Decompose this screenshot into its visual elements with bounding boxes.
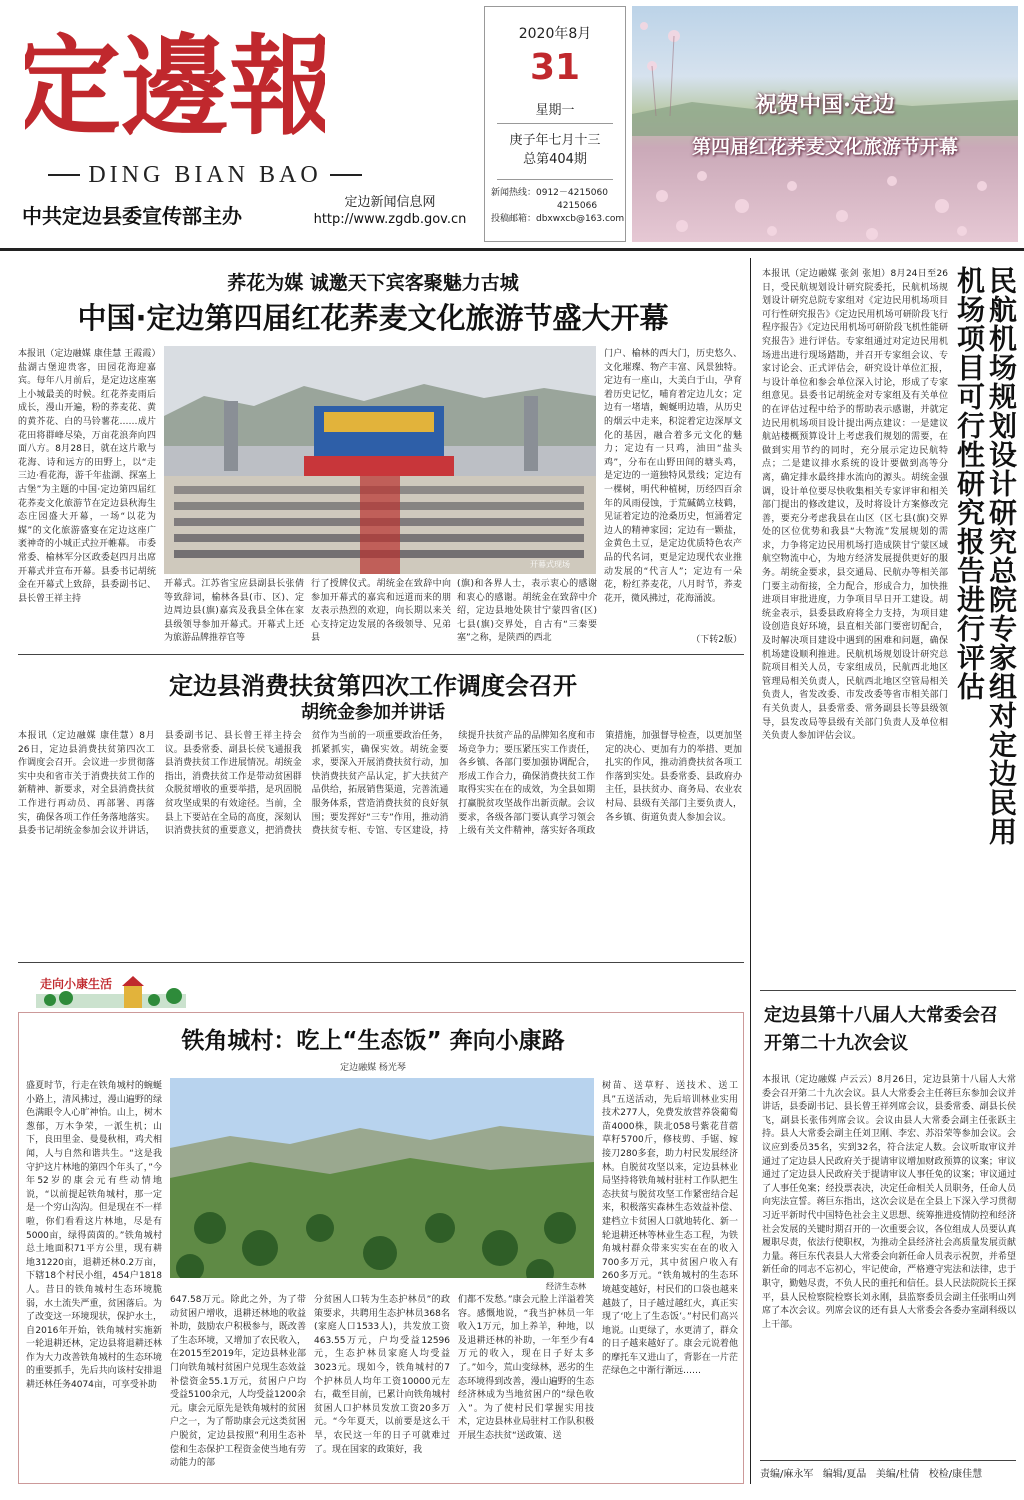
lead-column-5: 门户、榆林的西大门，历史悠久、文化璀璨、物产丰富、风景独特。定边有一座山，大美白于山，孕育着历史记忆，哺育着定边儿女；定边有一堵墙，蜿蜒明边墙，从历史的烟云中走来，积淀着定边深厚文化的基因，融合着多元文化的魅力；定边有一只鸡，油田“盐头鸡”，分布在山野田间的塘头鸡，是定边的一道独特风景线；定边有一棵树，明代种植树，历经四百余年的风雨侵蚀，于荒碱鹤立枝鹤，见证着定边的沧桑历史，恒涌着定边人的精神家园；定边有一颗盐，金黄色土豆，是定边优质特色农产品的代名词，更是定边现代农业推动发展的“代言人”；定边有一朵花，粉红荞麦花，八月时节，荞麦花开，微风拂过，花海涌波。 — [604, 349, 742, 604]
flower-field-image — [632, 6, 1018, 242]
right-column-divider — [750, 258, 751, 1484]
lead-photo-caption: 开幕式现场 — [530, 560, 570, 569]
credit-art: 美编/杜倩 — [875, 1469, 920, 1480]
pinyin-rule-right — [330, 174, 362, 176]
lead-col1b-text: 市委常委、榆林军分区政委赵四月出席开幕式并宣布开幕。县委书记胡统金在开幕式上致辞，县委副书记、县长曾王祥主持 — [18, 539, 156, 604]
date-box — [484, 6, 626, 242]
xiaokang-badge — [36, 972, 216, 1010]
village-column-3: 分贫困人口转为生态护林员”的政策要求，共聘用生态护林员368名(家庭人口1533人)，共发放工资463.55万元，户均受益12596元，生态护林员家庭人均受益3023元。现如今，铁角城村的7个护林员人均年工资10000元左右，截至目前，已累计向铁角城村贫困人口护林员发放工资20多万元。“今年夏天，以前要是这么干旱，农民这一年的日子可就难过了。现在国家的政策好，我 — [314, 1295, 450, 1455]
news-hotline-2: 4215066 — [557, 201, 598, 211]
news-hotline: 新闻热线：0912－4215060 — [491, 188, 608, 198]
village-photo — [170, 1078, 594, 1291]
poverty-headline: 定边县消费扶贫第四次工作调度会召开 — [169, 672, 577, 700]
village-column-2: 647.58万元。除此之外，为了带动贫困户增收，退耕还林地的收益补助，鼓励农户积极参与，既改善了生态环境，又增加了农民收入，在2015至2019年，定边县林业部门向铁角城村贫困户兑现生态效益补偿资金55.1万元，贫困户户均受益5100余元，人均受益1200余元。康会元原先是铁角城村的贫困户之一，为了帮助康会元这类贫困户脱贫，定边县按照“利用生态补偿和生态保护工程资金使当地有劳动能力的部 — [170, 1295, 306, 1469]
footer-rule — [760, 1460, 1016, 1461]
lead-column-1 — [18, 348, 156, 648]
credit-editor: 责编/麻永军 — [760, 1469, 814, 1480]
ceremony-photo — [164, 346, 596, 574]
lunar-date: 庚子年七月十三 — [509, 133, 601, 148]
site-url[interactable]: http://www.zgdb.gov.cn — [313, 212, 467, 227]
festival-banner — [632, 6, 1018, 242]
date-divider-2 — [497, 179, 613, 180]
lead-headline: 中国·定边第四届红花荞麦文化旅游节盛大开幕 — [77, 301, 669, 335]
banner-line-2: 第四届红花荞麦文化旅游节开幕 — [691, 136, 958, 158]
logo-calligraphy — [25, 12, 325, 152]
lead-photo — [164, 346, 596, 574]
lead-column-4: (旗)和各界人士，表示衷心的感谢和衷心的感谢。胡统金在致辞中介绍，定边县地处陕甘宁蒙四省(区)七县(旗)交界处，自古有“三秦要塞”之称，是陕西的西北 — [457, 579, 597, 644]
date-divider — [497, 123, 613, 124]
village-byline: 定边融媒 杨光琴 — [340, 1063, 406, 1073]
submission-email[interactable]: 投稿邮箱：dbxwxcb@163.com — [491, 214, 625, 224]
banner-line-1: 祝贺中国·定边 — [755, 92, 895, 118]
credit-layout: 编辑/夏晶 — [822, 1469, 867, 1480]
airport-bottom-rule — [760, 990, 1016, 991]
date-lunar-issue — [485, 131, 625, 169]
npc-body: 本报讯（定边融媒 卢云云）8月26日，定边县第十八届人大常委会召开第二十九次会议。县人大常委会主任蒋巨东参加会议并讲话，县委副书记、县长曾王祥列席会议，县委常委、副县长侯飞，副县长张伟列席会议。会议由县人大常委会副主任张跃主持。县人大常委会副主任刘卫刚、李宏、苏沿荣等参加会议。会议应到委员35名，实到32名，符合法定人数。会议听取审议并通过了定边县人民政府关于提请审议增加财政预算的议案；审议通过了定边县人民政府关于提请审议人事任免的议案；审议通过了人事任免案；经投票表决，决定任命相关人员职务，任命人员向宪法宣誓。蒋巨东指出，这次会议是在全县上下深入学习贯彻习近平新时代中国特色社会主义思想、统筹推进疫情防控和经济社会发展的关键时期召开的一次重要会议，各位组成人员要认真履职尽责，依法行使职权，为推动全县经济社会高质量发展贡献力量。蒋巨东代表县人大常委会向新任命人员表示祝贺，并希望新任命的同志不忘初心，牢记使命，严格遵守宪法和法律，忠于职守，勤勉尽责，不负人民的重托和信任。县人民法院院长王探平，县人民检察院检察长刘永刚，县监察委员会副主任张明山列席了本次会议。列席会议的还有县人大常委会各委办室副科级以上干部。 — [762, 1075, 1016, 1330]
site-name: 定边新闻信息网 — [344, 195, 436, 210]
pinyin-text: DING BIAN BAO — [88, 161, 322, 188]
date-day: 31 — [529, 47, 581, 88]
lead-column-3: 行了授牌仪式。胡统金在致辞中向参加开幕式的嘉宾和远道而来的朋友表示热烈的欢迎，向长期以来关心支持定边发展的各级领导、兄弟县 — [311, 579, 451, 644]
npc-headline: 定边县第十八届人大常委会召开第二十九次会议 — [764, 1005, 998, 1054]
village-headline: 铁角城村：吃上“生态饭” 奔向小康路 — [181, 1028, 565, 1054]
logo-text: 定邊報 — [25, 24, 325, 150]
green-hills-photo — [170, 1078, 594, 1278]
village-photo-caption: 经济生态林 — [546, 1282, 586, 1291]
masthead-rule — [0, 248, 1024, 251]
date-year-month: 2020年8月 — [518, 26, 592, 42]
contact-info — [491, 187, 625, 226]
airport-body: 本报讯（定边融媒 张剑 张旭）8月24日至26日，受民航规划设计研究院委托，民航机场规划设计研究总院专家组对《定边民用机场项目可行性研究报告》《定边民用机场可研阶段飞行程序报告》《定边民用机场可研阶段飞机性能研究报告》进行评估。专家组通过对定边民用机场进出进行现场踏勘，并召开专家组会议、专家讨论会、正式评估会，研究设计单位汇报，与设计单位和参会单位深入讨论，形成了专家组意见。县委书记胡统金对专家组及有关单位的在评估过程中给予的帮助表示感谢，并就定边民用机场项目设计提出两点建议：一是建议航站楼概预算设计上考虑我们规划的需要，在做到实用节约的同时，充分展示定边民航特点；二是建议排水系统的设计要做到高等分离，确定排水最终排水流向的源头。胡统金强调，设计单位要尽快收集相关专家评审和相关部门提出的修改建议，及时将设计方案修改完善，要充分考虑我县在山区（区七县(旗)交界处的区位优势和我县“大物流”发展规划的需求，力争将定边民用机场打造成陕甘宁蒙区域航空物流中心，为地方经济发展提供更好的服务。胡统金要求，县交通局、民航办等相关部门要主动衔接，全力配合，形成合力，加快推进项目审批进度，力争项目早日开工建设。胡统金表示，县委县政府将全力支持，为项目建设创造良好环境，县直相关部门要密切配合，及时解决项目建设中遇到的困难和问题，确保机场建设顺利推进。民航机场规划设计研究总院项目相关人员，专家组成员，民航西北地区管理局相关负责人，民航西北地区空管局相关负责人，省发改委、市发改委等省市相关部门有关负责人，县委常委、常务副县长等县级领导，县发改局等县级有关部门负责人及单位相关负责人参加评估会议。 — [762, 269, 948, 742]
site-info — [300, 194, 480, 228]
xiaokang-badge-text: 走向小康生活 — [40, 977, 113, 991]
masthead-pinyin — [40, 160, 370, 190]
date-weekday: 星期一 — [535, 103, 575, 118]
poverty-body: 本报讯（定边融媒 康佳慧）8月26日，定边县消费扶贫第四次工作调度会召开。会议进一步贯彻落实中央和省市关于消费扶贫工作的新精神、新要求，对全县消费扶贫工作进行再动员、再部署、再落实，确保各项工作任务落地落实。县委书记胡统金参加会议并讲话，县委副书记、县长曾王祥主持会议。县委常委、副县长侯飞通报我县消费扶贫工作进展情况。胡统金指出，消费扶贫工作是带动贫困群众脱贫增收的重要举措，是巩固脱贫攻坚成果的有效途径。当前，全县上下要站在全局的高度，深刻认识消费扶贫的重要意义，把消费扶贫作为当前的一项重要政治任务，抓紧抓实，确保实效。胡统金要求，要深入开展消费扶贫行动，加快消费扶贫产品认定，扩大扶贫产品供给，拓展销售渠道，完善流通服务体系，营造消费扶贫的良好氛围；要发挥好“三专”作用，推动消费扶贫专柜、专馆、专区建设，持续提升扶贫产品的品牌知名度和市场竞争力；要压紧压实工作责任，各乡镇、各部门要加强协调配合，形成工作合力，确保消费扶贫工作取得实实在在的成效，为全县如期打赢脱贫攻坚战作出新贡献。会议要求，各级各部门要认真学习领会上级有关文件精神，落实好各项政策措施，加强督导检查，以更加坚定的决心、更加有力的举措、更加扎实的作风，推动消费扶贫各项工作落到实处。县委常委、县政府办主任，县扶贫办、商务局、农业农村局、县级有关部门主要负责人，各乡镇、街道负责人参加会议。 — [18, 731, 742, 837]
village-column-5: 树苗、送草籽、送技术、送工具”五送活动，先后培训林业实用技术277人，免费发放营养袋葡萄苗4000株，陕北058号紫花苜蓿草籽5700斤，修枝剪、手锯、嫁接刀280多套，助力村民发展经济林。自脱贫攻坚以来，定边县林业局坚持将铁角城村驻村工作队把生态扶贫与脱贫攻坚工作紧密结合起来，积极落实森林生态效益补偿、建档立卡贫困人口就地转化、新一轮退耕还林等林业生态工程，为铁角城村群众带来实实在在的收入700多万元，其中贫困户收入有260多万元。“铁角城村的生态环境越变越好，村民们的口袋也越来越鼓了，日子越过越红火，真正实现了‘吃上了生态饭’。”村民们高兴地说。山更绿了，水更清了，群众的日子越来越好了。康会元说着他的摩托车又进山了，背影在一片茫茫绿色之中渐行渐远…… — [602, 1081, 738, 1377]
newspaper-logo — [25, 12, 325, 152]
sponsor-line: 中共定边县委宣传部主办 — [22, 204, 242, 228]
lead-col1-text: 本报讯（定边融媒 康佳慧 王霞霞）盐湖古堡迎贵客，田园花海迎嘉宾。每年八月前后，是定边这座塞上小城最美的时候。红花荞麦雨后成长，漫山开遍，粉的荞麦花、黄的黄芥花、白的马铃薯花……成片花田将群峰尽染，万亩花浪奔向四面八方。8月28日，就在这片歌与花海、诗和远方的田野上，以“走三边·看花海，游千年盐湖、探塞上古堡”为主题的中国·定边第四届红花荞麦文化旅游节在定边县秋海生态庄园盛大开幕，一场“以花为媒”的文化旅游盛宴在定边这座广袤神奇的小城正式拉开帷幕。 — [18, 349, 156, 550]
lead-continued: （下转2版） — [691, 635, 742, 645]
poverty-subhead: 胡统金参加并讲话 — [301, 702, 445, 723]
credit-proof: 校检/康佳慧 — [928, 1469, 983, 1480]
lead-column-2: 开幕式。江苏省宝应县副县长张倩等致辞词，榆林各县(市、区)、定边周边县(旗)嘉宾及我县全体在家县级领导参加开幕式。开幕式上还为旅游品牌推荐官等 — [164, 579, 304, 644]
lead-bottom-rule — [18, 654, 744, 655]
issue-number: 总第404期 — [523, 152, 587, 167]
poverty-bottom-rule — [18, 962, 744, 963]
village-column-4: 们都不发愁。”康会元脸上洋溢着笑容。感慨地说，“我当护林员一年收入1万元，加上养羊，种地，以及退耕还林的补助，一年至少有4万元的收入，现在日子好太多了。”如今，荒山变绿林，恶劣的生态环境得到改善，漫山遍野的生态经济林成为当地贫困户的“绿色收入”。为了使村民们掌握实用技术，定边县林业局驻村工作队积极开展生态扶贫“送政策、送 — [458, 1295, 594, 1441]
airport-headline: 民航机场规划设计研究总院专家组对定边民用机场项目可行性研究报告进行评估 — [953, 266, 1018, 846]
editorial-credits — [760, 1465, 1022, 1480]
lead-kicker: 荞花为媒 诚邀天下宾客聚魅力古城 — [227, 272, 519, 294]
village-column-1: 盛夏时节，行走在铁角城村的蜿蜒小路上，清风拂过，漫山遍野的绿色满眼令人心旷神怡。山上，树木葱郁，万木争荣，一派生机；山下，良田里金、曼曼秋相，鸡犬相闻，人与自然和谐共生。“这是我守护这片林地的第四个年头了，”今年52岁的康会元有些动情地说，“以前提起铁角城村，那一定是一个穷山沟沟。但是现在不一样啦，你们看看这片林地，尽是有5000亩，绿得茵茵的。”铁角城村总土地面积71平方公里，现有耕地31220亩，退耕还林0.2万亩，下辖18个村民小组，454户1818人。昔日的铁角城村生态环境脆弱，水土流失严重，贫困落后。为了改变这一环境现状，保护水土，自2016年开始，铁角城村实施新一轮退耕还林，定边县将退耕还林作为大力改善铁角城村的生态环境的重要抓手，先后共向该村安排退耕还林任务4074亩，可享受补助 — [26, 1081, 162, 1391]
pinyin-rule-left — [48, 174, 80, 176]
